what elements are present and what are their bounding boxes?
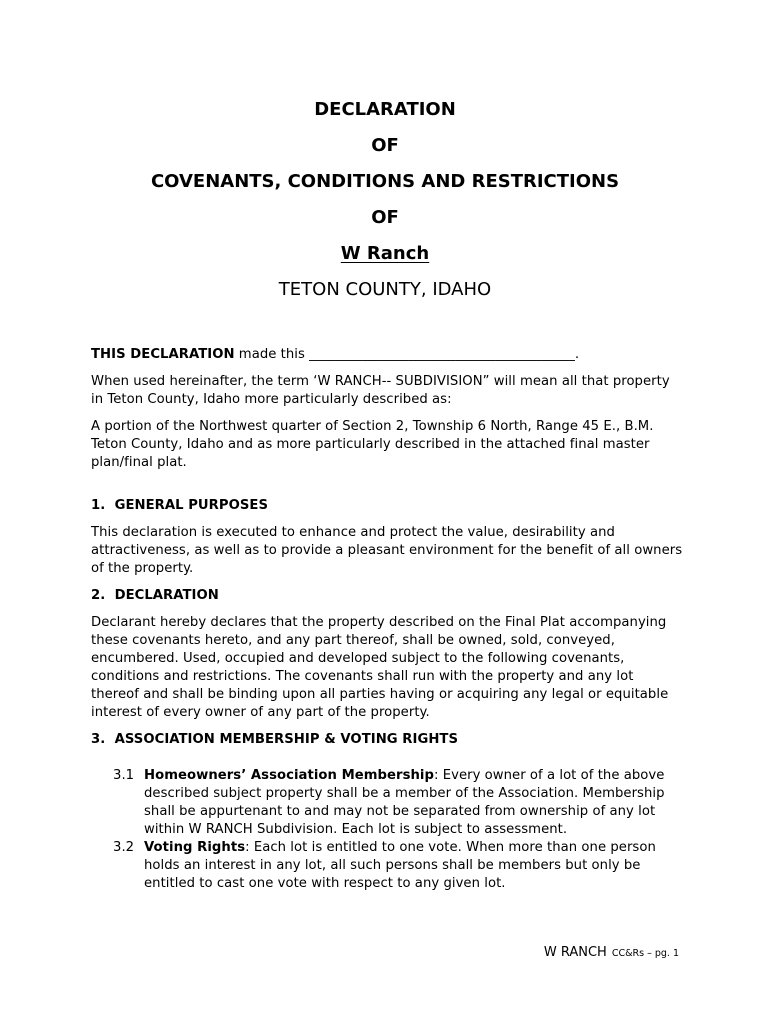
title-block [0,92,770,308]
title-of-1: OF [371,135,399,156]
definition-paragraph: When used hereinafter, the term ‘W RANCH-- SUBDIVISION” will mean all that property in Teton County, Idaho more particularly described as: [91,374,670,407]
document-body [91,346,683,893]
title-declaration: DECLARATION [314,99,456,120]
section-general-purposes-text: This declaration is executed to enhance and protect the value, desirability and attractiveness, as well as to provide a pleasant environment for the benefit of all owners of the property. [91,525,683,576]
subsection-voting-rights [91,839,683,893]
section-heading-association: 3. ASSOCIATION MEMBERSHIP & VOTING RIGHTS [91,732,459,747]
title-of-2: OF [371,207,399,228]
declaration-date-text: made this ________________________________________. [234,347,580,362]
declaration-label: THIS DECLARATION [91,347,235,362]
footer-doc-name: W RANCH [543,945,607,960]
subsection-number: 3.1 [113,768,135,783]
title-covenants: COVENANTS, CONDITIONS AND RESTRICTIONS [150,171,620,192]
subsection-text: : Every owner of a lot of the above described subject property shall be a member of the Association. Membership shall be appurtenant to and may not be separated from ownership of any lot within W RANCH Subdivision. Each lot is subject to assessment. [144,768,665,837]
section-heading-general-purposes: 1. GENERAL PURPOSES [91,498,269,513]
subsection-number: 3.2 [113,840,135,855]
legal-description-paragraph: A portion of the Northwest quarter of Section 2, Township 6 North, Range 45 E., B.M. Teton County, Idaho and as more particularly described in the attached final master plan/final plat. [91,419,654,470]
section-declaration-text: Declarant hereby declares that the property described on the Final Plat accompanying these covenants hereto, and any part thereof, shall be owned, sold, conveyed, encumbered. Used, occupied and developed subject to the following covenants, conditions and restrictions. The covenants shall run with the property and any lot thereof and shall be binding upon all parties having or acquiring any legal or equitable interest of every owner of any part of the property. [91,615,669,720]
title-county: TETON COUNTY, IDAHO [278,279,492,300]
footer-page-number: CC&Rs – pg. 1 [611,948,679,959]
title-ranch-name: W Ranch [340,243,430,264]
page-footer [0,944,679,963]
declaration-date-line [91,346,683,364]
subsection-text: : Each lot is entitled to one vote. When more than one person holds an interest in any lot, all such persons shall be members but only be entitled to cast one vote with respect to any given lot. [144,840,656,891]
subsection-label: Homeowners’ Association Membership [144,768,434,783]
subsection-membership [91,767,683,839]
section-heading-declaration: 2. DECLARATION [91,588,219,603]
subsection-label: Voting Rights [144,840,246,855]
title-ranch-line [0,236,770,272]
